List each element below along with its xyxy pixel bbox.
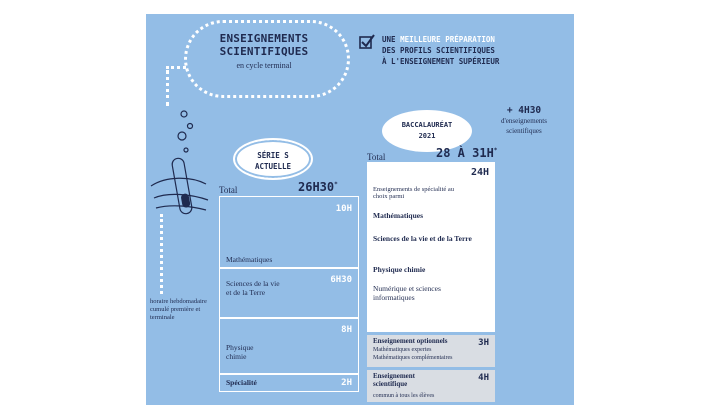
new-spec-item: Mathématiques [373,211,423,220]
new-common-sub: commun à tous les élèves [373,393,435,399]
old-row-spec [219,374,359,392]
intro-line3: À L'ENSEIGNEMENT SUPÉRIEUR [382,57,500,66]
old-column [219,196,359,391]
old-row-pc-hours: 8H [341,325,352,335]
extra-hours-line2: scientifiques [506,127,542,135]
new-common-title: Enseignement scientifique [373,372,415,388]
old-row-svt [219,268,359,318]
new-spec-block [367,162,495,332]
title-line1: ENSEIGNEMENTS [219,32,309,45]
title-line2: SCIENTIFIQUES [219,45,309,58]
old-row-svt-label: Sciences de la vie et de la Terre [226,279,280,297]
old-row-pc [219,318,359,374]
new-total-mark: * [493,147,498,154]
new-spec-item: Numérique et sciences informatiques [373,284,441,302]
new-total-value [436,146,497,160]
old-total-value [298,180,338,194]
serie-s-badge [233,138,313,180]
old-total-mark: * [334,181,338,188]
bac-line1: BACCALAURÉAT [401,121,453,129]
new-option-block [367,335,495,367]
old-row-math-label: Mathématiques [226,255,273,264]
intro-highlight: MEILLEURE PRÉPARATION [400,35,495,44]
new-option-item: Mathématiques complémentaires [373,355,453,361]
new-spec-hours: 24H [470,167,489,178]
bac-line2: 2021 [418,132,436,140]
old-row-math-hours: 10H [335,204,352,214]
dotted-trail-top [166,66,186,69]
dotted-trail-lower [160,214,163,294]
serie-line1: SÉRIE S [257,151,289,160]
extra-hours-value: + 4H30 [506,105,542,116]
intro-line2: DES PROFILS SCIENTIFIQUES [382,46,495,55]
old-total-number: 26H30 [298,180,335,194]
new-spec-item: Physique chimie [373,265,426,274]
dotted-trail [166,70,169,106]
extra-hours [478,106,570,136]
checkbox-icon [359,34,375,50]
footnote: horaire hebdomadaire cumulé première et terminale [150,298,207,321]
extra-hours-line1: d'enseignements [501,117,547,125]
old-total-label: Total [219,185,238,195]
old-row-pc-label: Physique chimie [226,343,254,361]
test-tube-hand-icon [146,106,226,216]
new-spec-intro: Enseignements de spécialité au choix parmi [373,186,455,200]
title-subtitle: en cycle terminal [236,61,292,70]
old-row-svt-hours: 6H30 [330,275,352,285]
new-spec-item: Sciences de la vie et de la Terre [373,234,472,243]
title [194,32,334,58]
new-common-hours: 4H [478,373,489,383]
old-row-spec-hours: 2H [341,378,352,388]
infographic-panel [146,14,574,405]
old-row-math [219,196,359,268]
new-total-number: 28 À 31H [436,146,494,160]
old-row-spec-label: Spécialité [226,378,257,387]
new-common-block [367,370,495,402]
new-option-hours: 3H [478,338,489,348]
intro-text [382,34,572,67]
serie-line2: ACTUELLE [254,162,292,171]
new-column [367,162,495,402]
new-total-label: Total [367,152,386,162]
new-option-item: Mathématiques expertes [373,347,432,353]
new-option-title: Enseignement optionnels [373,337,448,345]
intro-prefix: UNE [382,35,396,44]
